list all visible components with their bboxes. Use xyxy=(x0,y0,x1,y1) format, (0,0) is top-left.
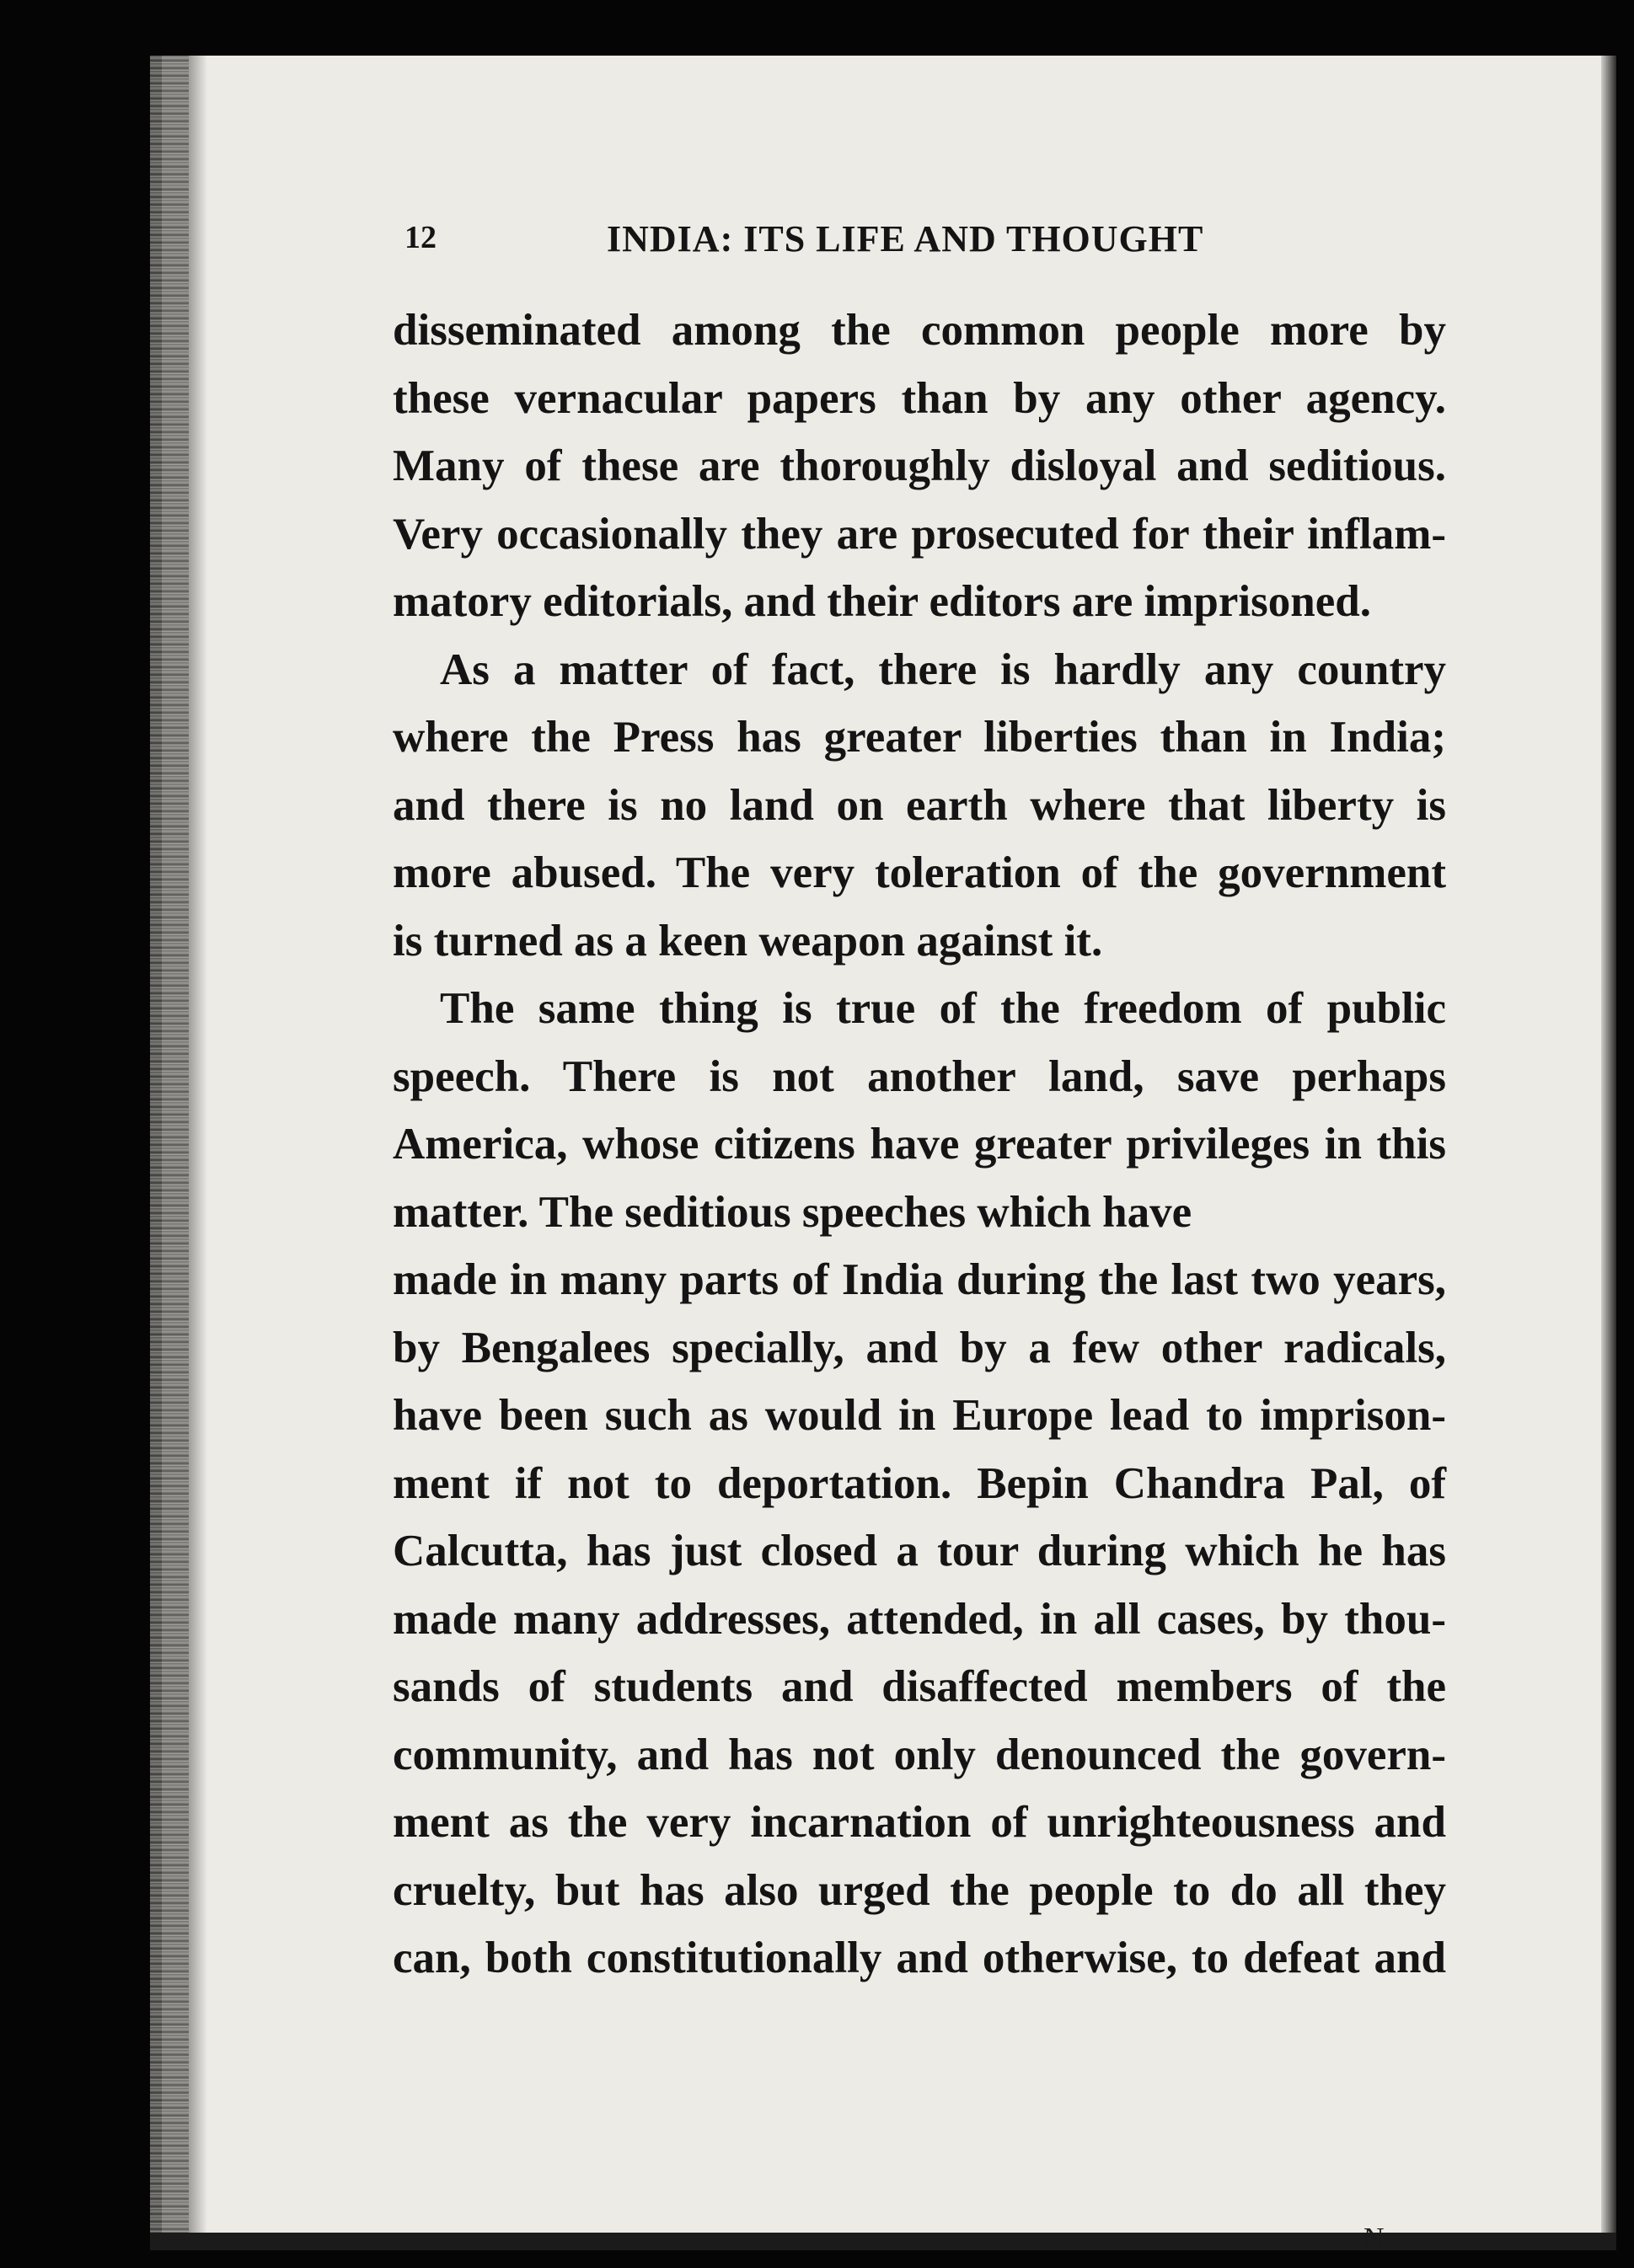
text-line: As a matter of fact, there is hardly any country xyxy=(440,645,1446,694)
text-line: disseminated among the common people more by xyxy=(393,306,1446,355)
book-binding-edge xyxy=(150,56,189,2250)
catchword-mark: N xyxy=(1363,2223,1385,2254)
text-line: sands of students and disaffected members of the xyxy=(393,1662,1446,1711)
text-line: Calcutta, has just closed a tour during which he has xyxy=(393,1527,1446,1575)
paragraph xyxy=(393,975,1446,1993)
page-number: 12 xyxy=(404,220,437,255)
text-line: made many addresses, attended, in all cases, by thou- xyxy=(393,1594,1446,1644)
body-text xyxy=(393,297,1446,1993)
page-bottom-edge xyxy=(150,2233,1616,2250)
text-line: Very occasionally they are prosecuted for their inflam- xyxy=(393,509,1446,559)
text-line: by Bengalees specially, and by a few other radicals, xyxy=(393,1323,1446,1372)
text-line: speech. There is not another land, save perhaps xyxy=(393,1051,1446,1101)
text-line: America, whose citizens have greater privileges in this xyxy=(393,1120,1446,1169)
text-line: more abused. The very toleration of the government xyxy=(393,848,1446,897)
text-line: have been such as would in Europe lead to imprison- xyxy=(393,1391,1446,1440)
text-line: these vernacular papers than by any other agency. xyxy=(393,373,1446,423)
text-line: matter. The seditious speeches which have xyxy=(393,1187,1192,1237)
page-right-edge xyxy=(1601,56,1616,2250)
running-head: INDIA: ITS LIFE AND THOUGHT xyxy=(607,218,1204,259)
text-line: community, and has not only denounced the govern- xyxy=(393,1730,1446,1779)
text-line: Many of these are thoroughly disloyal and seditious. xyxy=(393,441,1446,490)
paragraph xyxy=(393,297,1446,636)
text-line: ment as the very incarnation of unrighteousness and xyxy=(393,1798,1446,1847)
text-line: is turned as a keen weapon against it. xyxy=(393,916,1103,966)
text-line: can, both constitutionally and otherwise, to defeat and xyxy=(393,1934,1446,1982)
text-line: matory editorials, and their editors are imprisoned. xyxy=(393,577,1372,626)
text-line: cruelty, but has also urged the people to do all they xyxy=(393,1865,1446,1915)
text-line: made in many parts of India during the last two years, xyxy=(393,1255,1446,1304)
text-line: ment if not to deportation. Bepin Chandra Pal, of xyxy=(393,1458,1446,1508)
paragraph xyxy=(393,636,1446,976)
page-header xyxy=(404,217,1264,268)
text-line: The same thing is true of the freedom of public xyxy=(440,984,1446,1033)
text-line: and there is no land on earth where that liberty is xyxy=(393,780,1446,830)
gutter-shadow xyxy=(189,56,207,2250)
text-line: where the Press has greater liberties than in India; xyxy=(393,713,1446,762)
